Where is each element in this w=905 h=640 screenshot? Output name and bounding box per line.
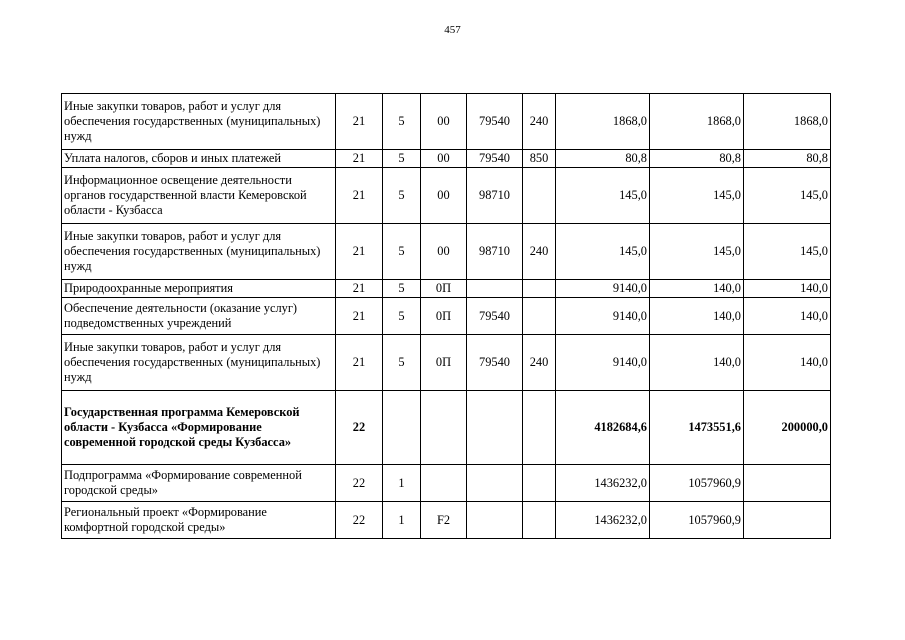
cell-expense-code: 79540: [467, 94, 523, 150]
row-name: Иные закупки товаров, работ и услуг для обеспечения государственных (муниципальных) нужд: [62, 224, 336, 280]
cell-direction: 00: [421, 94, 467, 150]
cell-section: 22: [336, 465, 383, 502]
cell-subprogram: 5: [383, 150, 421, 168]
cell-subprogram: 1: [383, 465, 421, 502]
cell-amount-3: 1868,0: [744, 94, 831, 150]
table-row: [62, 224, 831, 280]
cell-direction: 00: [421, 150, 467, 168]
row-name: Региональный проект «Формирование комфортной городской среды»: [62, 502, 336, 539]
cell-subprogram: 5: [383, 335, 421, 391]
cell-amount-3: [744, 465, 831, 502]
cell-amount-3: 140,0: [744, 298, 831, 335]
row-name: Уплата налогов, сборов и иных платежей: [62, 150, 336, 168]
table-row: [62, 168, 831, 224]
cell-direction: 0П: [421, 335, 467, 391]
cell-amount-2: 145,0: [650, 168, 744, 224]
cell-expense-type: [523, 391, 556, 465]
cell-direction: [421, 391, 467, 465]
cell-expense-code: [467, 280, 523, 298]
cell-subprogram: 5: [383, 168, 421, 224]
cell-expense-type: [523, 465, 556, 502]
cell-amount-3: 80,8: [744, 150, 831, 168]
cell-amount-3: 145,0: [744, 168, 831, 224]
cell-expense-code: 79540: [467, 298, 523, 335]
table-row: [62, 391, 831, 465]
cell-amount-3: 145,0: [744, 224, 831, 280]
cell-expense-code: [467, 502, 523, 539]
cell-amount-1: 9140,0: [556, 335, 650, 391]
row-name: Государственная программа Кемеровской области - Кузбасса «Формирование современной городской среды Кузбасса»: [62, 391, 336, 465]
cell-amount-1: 145,0: [556, 224, 650, 280]
cell-amount-1: 9140,0: [556, 298, 650, 335]
cell-amount-2: 140,0: [650, 335, 744, 391]
cell-amount-2: 1057960,9: [650, 465, 744, 502]
cell-amount-2: 140,0: [650, 280, 744, 298]
cell-expense-type: [523, 298, 556, 335]
cell-section: 21: [336, 94, 383, 150]
row-name: Иные закупки товаров, работ и услуг для обеспечения государственных (муниципальных) нужд: [62, 94, 336, 150]
row-name: Информационное освещение деятельности органов государственной власти Кемеровской области - Кузбасса: [62, 168, 336, 224]
cell-expense-type: [523, 280, 556, 298]
table-row: [62, 280, 831, 298]
table-row: [62, 465, 831, 502]
cell-amount-2: 1057960,9: [650, 502, 744, 539]
cell-expense-code: 98710: [467, 224, 523, 280]
cell-subprogram: [383, 391, 421, 465]
cell-amount-2: 1473551,6: [650, 391, 744, 465]
row-name: Обеспечение деятельности (оказание услуг) подведомственных учреждений: [62, 298, 336, 335]
row-name: Природоохранные мероприятия: [62, 280, 336, 298]
cell-amount-2: 80,8: [650, 150, 744, 168]
cell-amount-2: 1868,0: [650, 94, 744, 150]
cell-section: 21: [336, 298, 383, 335]
cell-subprogram: 1: [383, 502, 421, 539]
table-row: [62, 502, 831, 539]
cell-amount-3: 200000,0: [744, 391, 831, 465]
cell-subprogram: 5: [383, 280, 421, 298]
cell-amount-1: 1436232,0: [556, 465, 650, 502]
row-name: Иные закупки товаров, работ и услуг для обеспечения государственных (муниципальных) нужд: [62, 335, 336, 391]
cell-section: 21: [336, 280, 383, 298]
cell-expense-code: 98710: [467, 168, 523, 224]
cell-section: 21: [336, 335, 383, 391]
cell-amount-1: 1868,0: [556, 94, 650, 150]
cell-section: 21: [336, 224, 383, 280]
cell-expense-code: 79540: [467, 335, 523, 391]
cell-direction: 0П: [421, 298, 467, 335]
table-row: [62, 298, 831, 335]
cell-expense-type: 240: [523, 224, 556, 280]
cell-amount-1: 4182684,6: [556, 391, 650, 465]
page-number: 457: [444, 24, 461, 36]
cell-amount-2: 145,0: [650, 224, 744, 280]
cell-direction: 00: [421, 168, 467, 224]
cell-expense-type: [523, 168, 556, 224]
cell-amount-1: 80,8: [556, 150, 650, 168]
cell-direction: [421, 465, 467, 502]
cell-subprogram: 5: [383, 94, 421, 150]
cell-expense-code: 79540: [467, 150, 523, 168]
cell-expense-code: [467, 465, 523, 502]
cell-section: 21: [336, 150, 383, 168]
cell-direction: 0П: [421, 280, 467, 298]
cell-section: 22: [336, 502, 383, 539]
cell-expense-type: 850: [523, 150, 556, 168]
cell-amount-1: 145,0: [556, 168, 650, 224]
table-row: [62, 335, 831, 391]
table-row: [62, 150, 831, 168]
cell-subprogram: 5: [383, 224, 421, 280]
cell-direction: F2: [421, 502, 467, 539]
cell-amount-3: 140,0: [744, 335, 831, 391]
cell-section: 22: [336, 391, 383, 465]
cell-expense-type: [523, 502, 556, 539]
row-name: Подпрограмма «Формирование современной городской среды»: [62, 465, 336, 502]
table-row: [62, 94, 831, 150]
cell-amount-3: [744, 502, 831, 539]
cell-section: 21: [336, 168, 383, 224]
cell-expense-code: [467, 391, 523, 465]
cell-amount-1: 9140,0: [556, 280, 650, 298]
cell-expense-type: 240: [523, 94, 556, 150]
cell-subprogram: 5: [383, 298, 421, 335]
cell-expense-type: 240: [523, 335, 556, 391]
cell-amount-1: 1436232,0: [556, 502, 650, 539]
cell-amount-2: 140,0: [650, 298, 744, 335]
budget-table: [61, 93, 831, 539]
cell-amount-3: 140,0: [744, 280, 831, 298]
cell-direction: 00: [421, 224, 467, 280]
